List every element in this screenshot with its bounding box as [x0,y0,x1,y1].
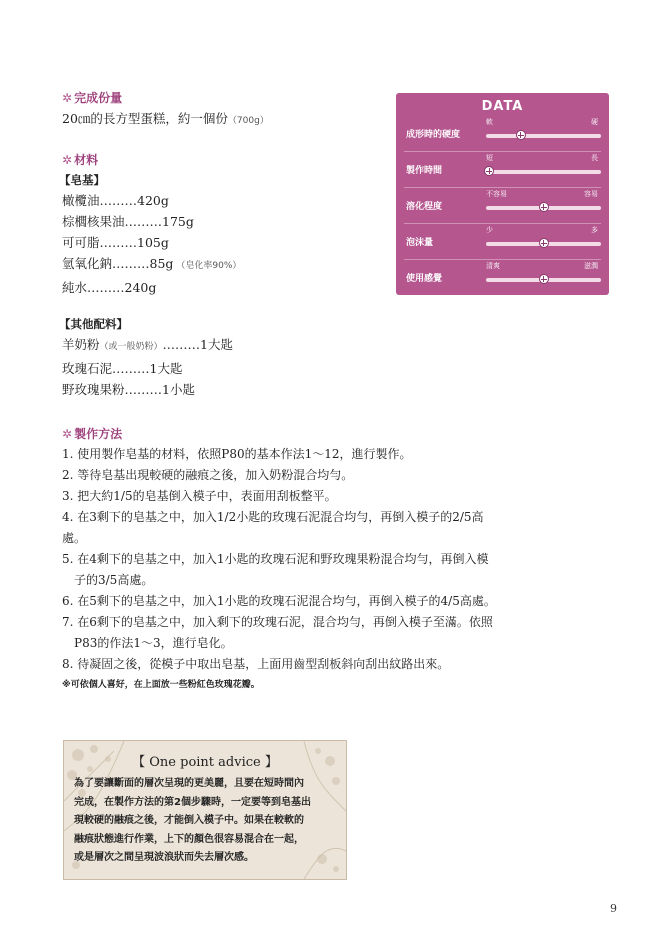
scale-max-label: 長 [591,154,598,162]
data-row [404,115,601,152]
page-number: 9 [610,902,617,915]
data-row-label: 製作時間 [406,166,443,176]
ingredient-text: 野玫瑰果粉………1小匙 [62,382,195,397]
step-line: 2. 等待皂基出現較硬的融痕之後，加入奶粉混合均勻。 [62,468,354,482]
yield-text [62,108,269,132]
ingredient-text: 可可脂………105g [62,235,169,250]
step-line: 7. 在6剩下的皂基之中，加入剩下的玫瑰石泥，混合均勻，再倒入模子至滿。依照 [62,615,493,629]
data-row-label: 溶化程度 [406,202,443,212]
scale-track [486,278,601,282]
scale-min-label: 軟 [486,118,493,126]
scale-marker-icon [539,202,549,212]
step-line: 5. 在4剩下的皂基之中，加入1小匙的玫瑰石泥和野玫瑰果粉混合均勻，再倒入模 [62,552,489,566]
step-line: 子的3/5高處。 [74,573,154,587]
flower-icon: ✲ [62,153,73,167]
ingredient-item [62,379,233,400]
advice-line: 完成，在製作方法的第2個步驟時，一定要等到皂基出 [74,796,311,808]
step-item [62,612,542,654]
advice-title: 【 One point advice 】 [132,755,278,770]
other-ingredient-list [62,334,233,400]
ingredient-note: （或一般奶粉） [99,342,163,352]
method-heading [62,425,122,442]
step-item [62,654,542,675]
advice-line: 現較硬的融痕之後，才能倒入模子中。如果在較軟的 [74,815,304,826]
step-item [62,444,542,465]
advice-line: 融痕狀態進行作業，上下的顏色很容易混合在一起， [74,833,304,845]
advice-box [63,740,347,880]
advice-line: 為了要讓斷面的層次呈現的更美麗，且要在短時間內 [74,778,304,789]
ingredient-text: 橄欖油………420g [62,193,169,208]
method-note: ※可依個人喜好，在上面放一些粉紅色玫瑰花瓣。 [62,680,260,690]
advice-line: 或是層次之間呈現波浪狀而失去層次感。 [74,852,254,863]
scale-track [486,206,601,210]
ingredient-item [62,358,233,379]
yield-value: 20㎝的長方型蛋糕，約一個份 [62,111,228,126]
scale-marker-icon [539,238,549,248]
method-heading-text: 製作方法 [74,427,123,441]
ingredient-item [62,277,241,298]
base-label: 【皂基】 [59,173,105,187]
data-row-label: 成形時的硬度 [406,130,461,140]
ingredient-text: 棕櫚核果油………175g [62,214,194,229]
step-item [62,486,542,507]
scale-min-label: 短 [486,154,493,162]
yield-heading [62,89,122,106]
step-line: 處。 [62,531,87,545]
data-row [404,151,601,188]
data-row [404,187,601,224]
step-line: 3. 把大約1/5的皂基倒入模子中，表面用刮板整平。 [62,489,337,503]
ingredient-item [62,190,241,211]
scale-marker-icon [539,274,549,284]
materials-heading-text: 材料 [74,153,99,167]
method-steps [62,444,542,675]
data-row [404,223,601,260]
ingredient-item [62,211,241,232]
data-panel-title: DATA [481,99,524,114]
yield-heading-text: 完成份量 [74,91,123,105]
scale-marker-icon [516,130,526,140]
data-row-label: 泡沫量 [406,238,434,248]
materials-heading [62,151,98,168]
scale-marker-icon [484,166,494,176]
scale-max-label: 硬 [591,118,598,126]
base-ingredient-list [62,190,241,298]
step-item [62,591,542,612]
scale-max-label: 容易 [584,190,598,198]
step-line: P83的作法1～3，進行皂化。 [74,636,233,650]
ingredient-amount: ………1大匙 [162,337,233,352]
step-item [62,507,542,549]
data-panel [396,93,609,295]
step-line: 8. 待凝固之後，從模子中取出皂基，上面用齒型刮板斜向刮出紋路出來。 [62,657,450,671]
data-row-label: 使用感覺 [406,274,443,284]
scale-max-label: 滋潤 [584,262,598,270]
scale-track [486,134,601,138]
ingredient-note: （皂化率90%） [176,261,242,271]
step-item [62,465,542,486]
ingredient-item [62,334,233,358]
step-line: 4. 在3剩下的皂基之中，加入1/2小匙的玫瑰石泥混合均勻，再倒入模子的2/5高 [62,510,484,524]
yield-note: （700g） [227,116,269,126]
data-row [404,259,601,295]
step-item [62,549,542,591]
ingredient-text: 氫氧化鈉………85g [62,256,174,271]
scale-track [486,242,601,246]
scale-track [486,170,601,174]
flower-icon: ✲ [62,427,73,441]
scale-min-label: 清爽 [486,262,500,270]
ingredient-text: 玫瑰石泥………1大匙 [62,361,183,376]
scale-min-label: 少 [486,226,493,234]
ingredient-text: 純水………240g [62,280,157,295]
ingredient-text: 羊奶粉 [62,337,100,352]
flower-icon: ✲ [62,91,73,105]
ingredient-item [62,232,241,253]
scale-max-label: 多 [591,226,598,234]
scale-min-label: 不容易 [486,190,507,198]
ingredient-item [62,253,241,277]
step-line: 1. 使用製作皂基的材料，依照P80的基本作法1～12，進行製作。 [62,447,412,461]
step-line: 6. 在5剩下的皂基之中，加入1小匙的玫瑰石泥混合均勻，再倒入模子的4/5高處。 [62,594,496,608]
other-label: 【其他配料】 [59,317,128,331]
